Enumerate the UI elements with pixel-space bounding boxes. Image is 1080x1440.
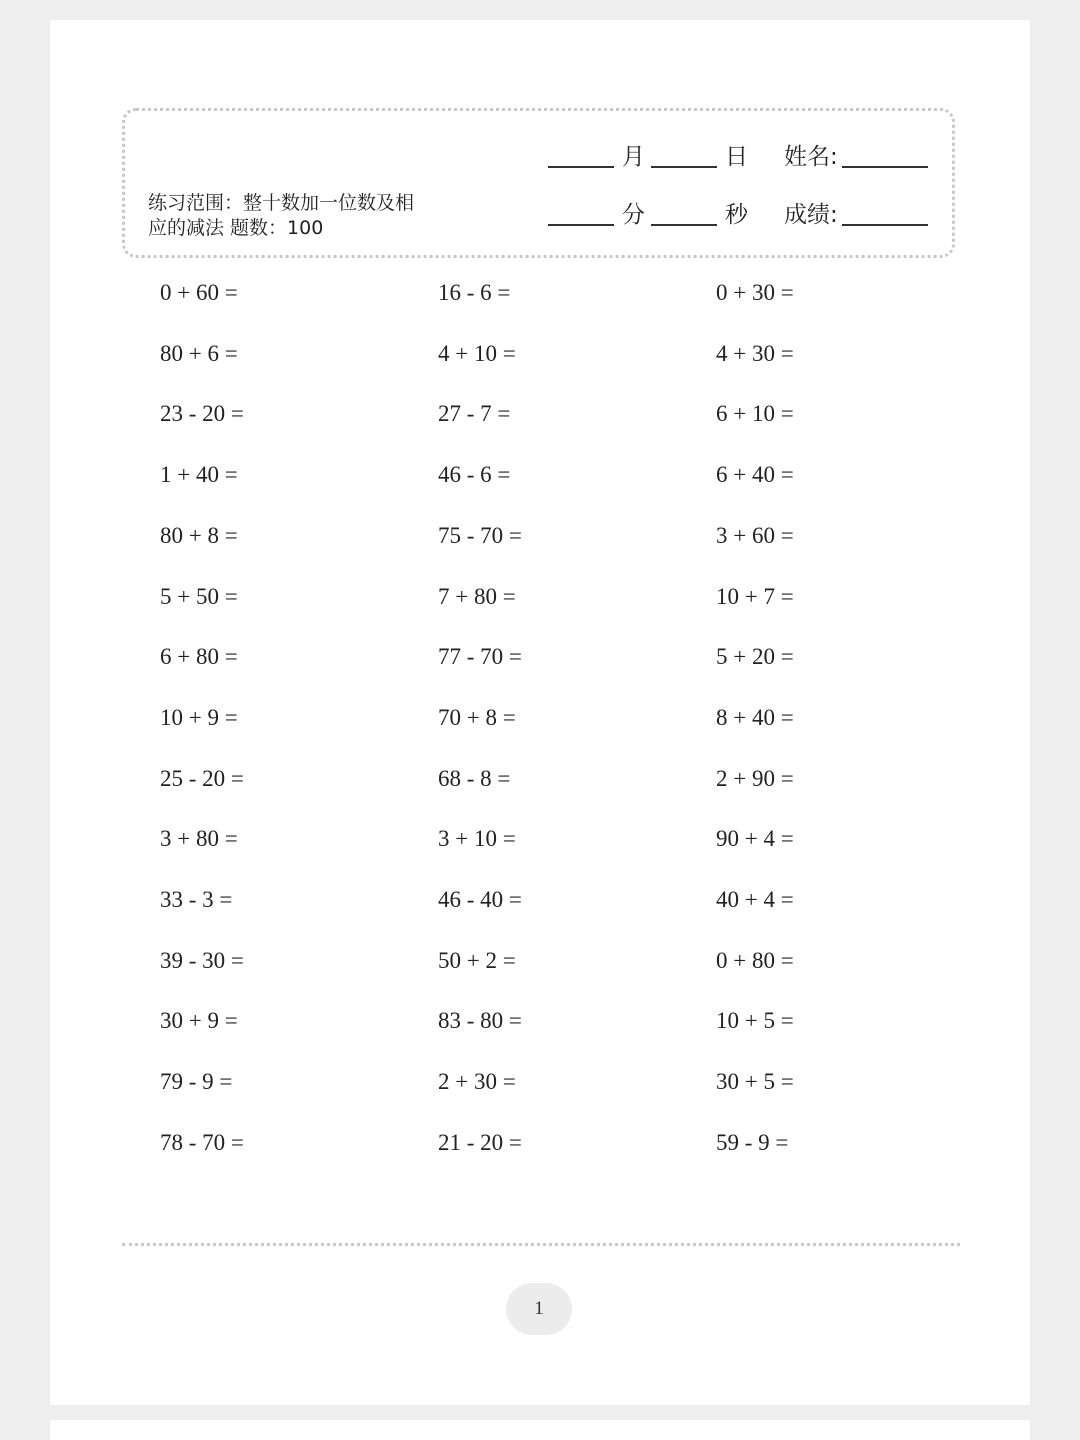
math-problem: 3 + 10 = bbox=[438, 826, 516, 851]
math-problem: 50 + 2 = bbox=[438, 948, 516, 973]
math-problem: 0 + 30 = bbox=[716, 280, 794, 305]
scope-line-1: 练习范围：整十数加一位数及相 bbox=[148, 192, 415, 214]
math-problem: 6 + 40 = bbox=[716, 462, 794, 487]
math-problem: 80 + 8 = bbox=[160, 523, 238, 548]
math-problem: 75 - 70 = bbox=[438, 523, 522, 548]
math-problem: 1 + 40 = bbox=[160, 462, 238, 487]
math-problem: 4 + 10 = bbox=[438, 341, 516, 366]
math-problem: 2 + 30 = bbox=[438, 1069, 516, 1094]
score-label: 成绩: bbox=[784, 202, 838, 228]
math-problem: 79 - 9 = bbox=[160, 1069, 233, 1094]
math-problem: 0 + 80 = bbox=[716, 948, 794, 973]
math-problem: 27 - 7 = bbox=[438, 401, 511, 426]
math-problem: 23 - 20 = bbox=[160, 401, 244, 426]
math-problem: 70 + 8 = bbox=[438, 705, 516, 730]
math-problem: 25 - 20 = bbox=[160, 766, 244, 791]
math-problem: 46 - 40 = bbox=[438, 887, 522, 912]
math-problem: 6 + 80 = bbox=[160, 644, 238, 669]
math-problem: 7 + 80 = bbox=[438, 584, 516, 609]
math-problem: 10 + 7 = bbox=[716, 584, 794, 609]
math-problem: 2 + 90 = bbox=[716, 766, 794, 791]
math-problem: 5 + 50 = bbox=[160, 584, 238, 609]
math-problem: 30 + 9 = bbox=[160, 1008, 238, 1033]
page-number: 1 bbox=[506, 1283, 572, 1335]
math-problem: 46 - 6 = bbox=[438, 462, 511, 487]
math-problem: 77 - 70 = bbox=[438, 644, 522, 669]
math-problem: 83 - 80 = bbox=[438, 1008, 522, 1033]
day-blank[interactable] bbox=[651, 165, 717, 168]
math-problem: 8 + 40 = bbox=[716, 705, 794, 730]
minute-blank[interactable] bbox=[548, 223, 614, 226]
month-label: 月 bbox=[622, 144, 645, 170]
math-problem: 3 + 80 = bbox=[160, 826, 238, 851]
math-problem: 59 - 9 = bbox=[716, 1130, 789, 1155]
practice-scope bbox=[148, 191, 468, 241]
name-blank[interactable] bbox=[842, 165, 928, 168]
scope-line-2: 应的减法 题数：100 bbox=[148, 217, 324, 239]
next-page-edge bbox=[50, 1420, 1030, 1440]
math-problem: 0 + 60 = bbox=[160, 280, 238, 305]
math-problem: 4 + 30 = bbox=[716, 341, 794, 366]
math-problem: 6 + 10 = bbox=[716, 401, 794, 426]
date-name-row bbox=[548, 140, 928, 174]
time-score-row bbox=[548, 198, 928, 232]
math-problem: 10 + 9 = bbox=[160, 705, 238, 730]
math-problem: 10 + 5 = bbox=[716, 1008, 794, 1033]
page-divider bbox=[122, 1243, 960, 1246]
math-problem: 30 + 5 = bbox=[716, 1069, 794, 1094]
math-problem: 39 - 30 = bbox=[160, 948, 244, 973]
score-blank[interactable] bbox=[842, 223, 928, 226]
math-problem: 5 + 20 = bbox=[716, 644, 794, 669]
day-label: 日 bbox=[725, 144, 748, 170]
math-problem: 33 - 3 = bbox=[160, 887, 233, 912]
second-label: 秒 bbox=[725, 202, 748, 228]
math-problem: 40 + 4 = bbox=[716, 887, 794, 912]
minute-label: 分 bbox=[622, 202, 645, 228]
math-problem: 90 + 4 = bbox=[716, 826, 794, 851]
second-blank[interactable] bbox=[651, 223, 717, 226]
math-problem: 16 - 6 = bbox=[438, 280, 511, 305]
month-blank[interactable] bbox=[548, 165, 614, 168]
name-label: 姓名: bbox=[784, 144, 838, 170]
math-problem: 3 + 60 = bbox=[716, 523, 794, 548]
math-problem: 21 - 20 = bbox=[438, 1130, 522, 1155]
math-problem: 80 + 6 = bbox=[160, 341, 238, 366]
math-problem: 78 - 70 = bbox=[160, 1130, 244, 1155]
math-problem: 68 - 8 = bbox=[438, 766, 511, 791]
